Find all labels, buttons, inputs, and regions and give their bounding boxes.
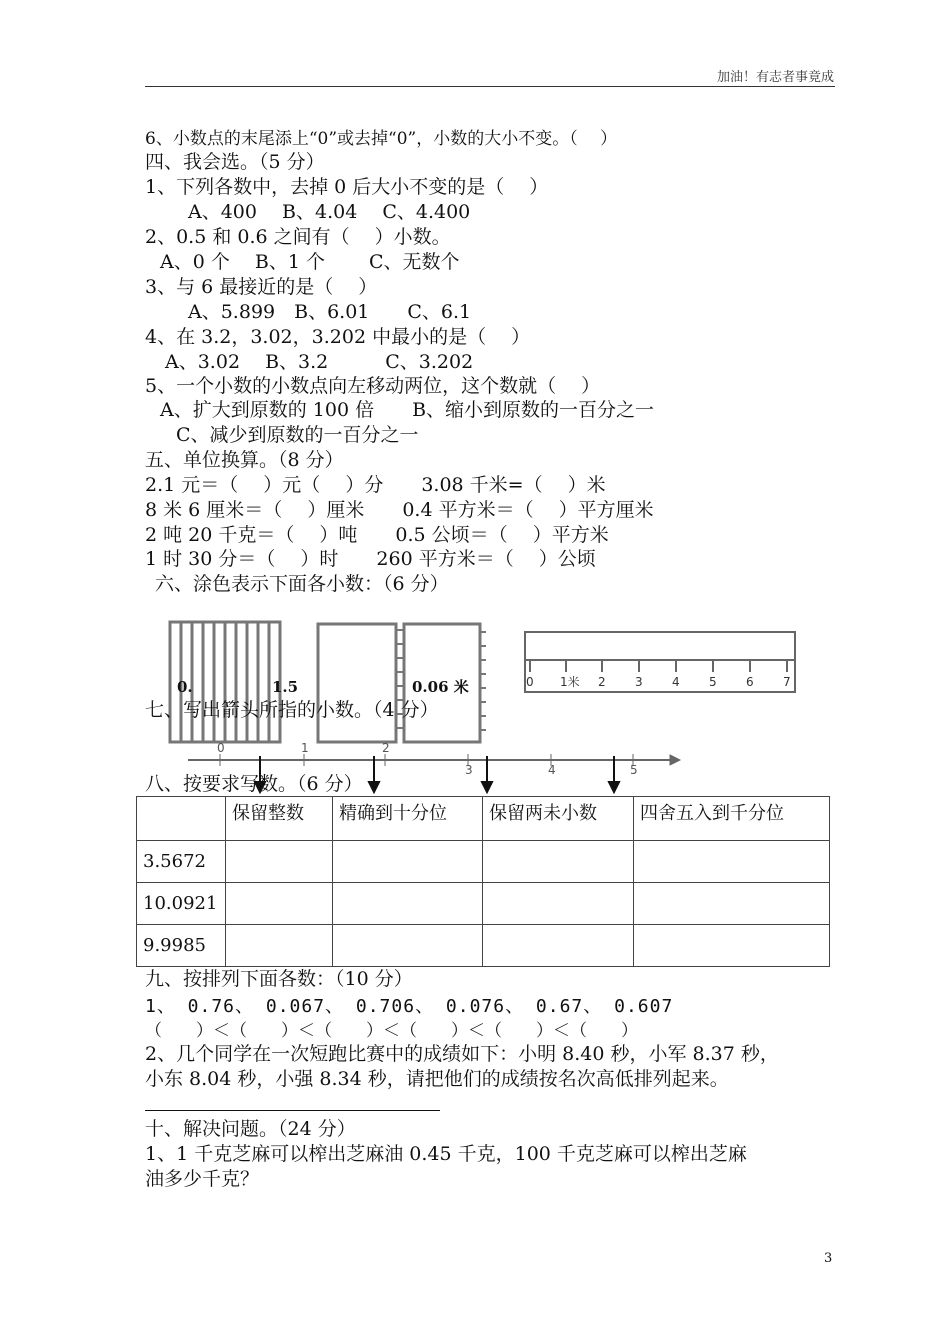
table-row-label: 3.5672 [137,841,226,883]
ordering-blanks: （ ）＜（ ）＜（ ）＜（ ）＜（ ）＜（ ） [145,1021,638,1041]
table-cell[interactable] [483,841,634,883]
choice-question-4: 4、在 3.2，3.02，3.202 中最小的是（ ） [145,326,531,348]
section-4-title: 四、我会选。（5 分） [145,151,325,173]
ruler-tick-6: 6 [746,675,754,689]
line-tick-5: 5 [630,763,638,777]
table-cell[interactable] [634,841,830,883]
race-question-line-2: 小东 8.04 秒，小强 8.34 秒，请把他们的成绩按名次高低排列起来。 [145,1068,729,1090]
problem-1-line-2: 油多少千克？ [145,1168,260,1190]
choice-question-5-options-2: C、减少到原数的一百分之一 [176,424,419,446]
ruler-tick-0: 0 [526,675,534,689]
table-cell[interactable] [483,925,634,967]
table-cell[interactable] [333,841,483,883]
section-7-title: 七、写出箭头所指的小数。（4 分） [145,699,439,721]
unit-conversion-3: 2 吨 20 千克＝（ ）吨 0.5 公顷＝（ ）平方米 [145,524,609,546]
figure-label-1: 0. [177,678,193,696]
line-tick-4: 4 [548,763,556,777]
ordering-numbers: 1、 0.76、 0.067、 0.706、 0.076、 0.67、 0.607 [145,996,674,1017]
line-tick-3: 3 [465,763,473,777]
section-6-title: 六、涂色表示下面各小数：（6 分） [155,573,449,595]
table-cell[interactable] [483,883,634,925]
choice-question-5: 5、一个小数的小数点向左移动两位，这个数就（ ） [145,375,601,397]
grid-square-2 [318,624,404,742]
ruler-tick-2: 2 [598,675,606,689]
header-slogan: 加油！有志者事竟成 [716,70,834,85]
rounding-table [136,796,830,967]
table-header-thousandths: 四舍五入到千分位 [634,797,830,841]
choice-question-2: 2、0.5 和 0.6 之间有（ ）小数。 [145,226,451,248]
section-5-title: 五、单位换算。（8 分） [145,449,344,471]
number-line [188,754,680,766]
ruler-tick-4: 4 [672,675,680,689]
table-header-integer: 保留整数 [226,797,333,841]
choice-question-5-options-1: A、扩大到原数的 100 倍 B、缩小到原数的一百分之一 [160,399,655,421]
table-cell[interactable] [226,883,333,925]
table-row [137,925,830,967]
line-tick-2: 2 [382,741,390,755]
line-tick-0: 0 [217,741,225,755]
header-rule [145,86,835,87]
ruler-tick-3: 3 [635,675,643,689]
table-header-tenths: 精确到十分位 [333,797,483,841]
problem-1-line-1: 1、1 千克芝麻可以榨出芝麻油 0.45 千克，100 千克芝麻可以榨出芝麻 [145,1143,747,1165]
unit-conversion-2: 8 米 6 厘米＝（ ）厘米 0.4 平方米＝（ ）平方厘米 [145,499,654,521]
choice-question-2-options: A、0 个 B、1 个 C、无数个 [160,251,460,273]
table-row [137,883,830,925]
table-header-row [137,797,830,841]
choice-question-4-options: A、3.02 B、3.2 C、3.202 [165,351,474,373]
unit-conversion-1: 2.1 元＝（ ）元（ ）分 3.08 千米=（ ）米 [145,474,606,496]
table-cell[interactable] [333,925,483,967]
line-tick-1: 1 [301,741,309,755]
table-header-blank [137,797,226,841]
choice-question-1-options: A、400 B、4.04 C、4.400 [188,201,471,223]
page-number: 3 [824,1251,833,1266]
choice-question-3-options: A、5.899 B、6.01 C、6.1 [188,301,472,323]
table-cell[interactable] [634,925,830,967]
section-9-title: 九、按排列下面各数：（10 分） [145,968,413,990]
choice-question-1: 1、下列各数中，去掉 0 后大小不变的是（ ） [145,176,549,198]
table-row-label: 9.9985 [137,925,226,967]
table-cell[interactable] [226,925,333,967]
ruler-tick-5: 5 [709,675,717,689]
table-row-label: 10.0921 [137,883,226,925]
table-cell[interactable] [226,841,333,883]
figure-label-2: 1.5 [272,678,299,696]
choice-question-3: 3、与 6 最接近的是（ ） [145,276,378,298]
judge-question-6: 6、小数点的末尾添上“0”或去掉“0”，小数的大小不变。（ ） [145,129,618,149]
table-cell[interactable] [333,883,483,925]
figure-label-3: 0.06 米 [412,678,469,696]
answer-underline [145,1110,440,1111]
section-10-title: 十、解决问题。（24 分） [145,1118,356,1140]
section-8-title: 八、按要求写数。（6 分） [145,773,363,795]
ruler-tick-7: 7 [783,675,791,689]
table-row [137,841,830,883]
ruler-tick-1: 1米 [560,675,580,689]
unit-conversion-4: 1 时 30 分＝（ ）时 260 平方米＝（ ）公顷 [145,548,596,570]
race-question-line-1: 2、几个同学在一次短跑比赛中的成绩如下：小明 8.40 秒，小军 8.37 秒， [145,1043,779,1065]
table-header-hundredths: 保留两未小数 [483,797,634,841]
table-cell[interactable] [634,883,830,925]
